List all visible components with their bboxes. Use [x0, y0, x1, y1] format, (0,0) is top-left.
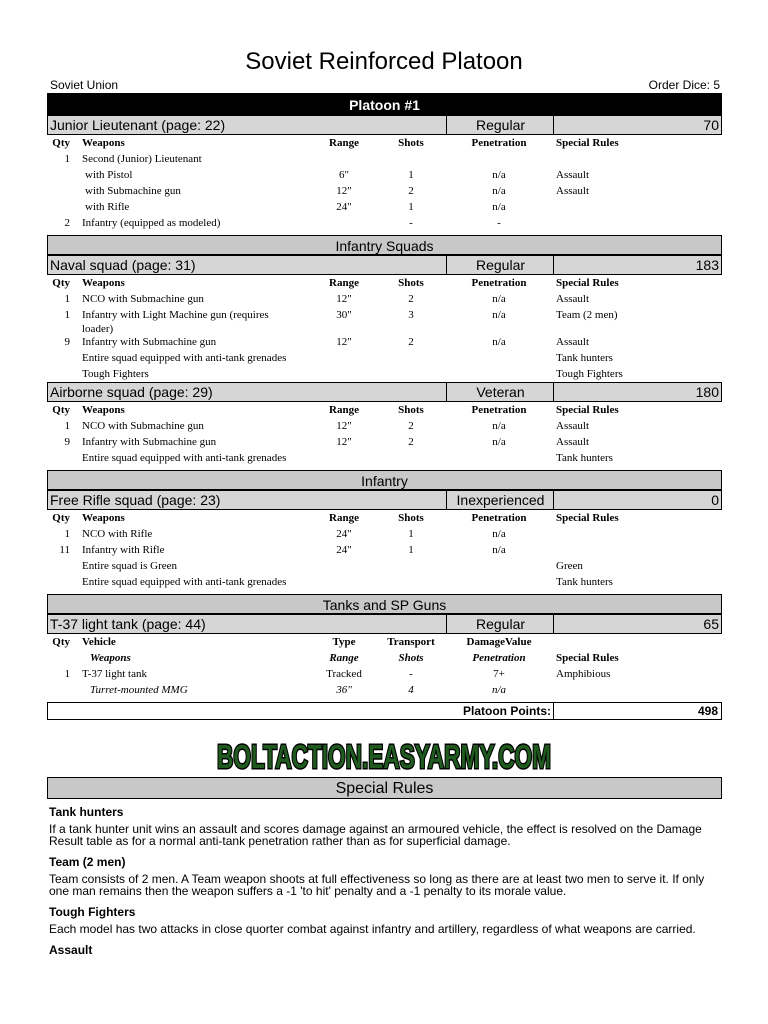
rule-text: Team consists of 2 men. A Team weapon shoots at full effectiveness so long as there are at least two men to serve it. If only one man remains then the weapon suffers a -1 'to hit' penalty and a -1 penalty to its morale value.: [49, 872, 705, 898]
row-shots: 1: [408, 169, 414, 181]
unit-header: [47, 614, 722, 634]
row-penetration: n/a: [492, 201, 506, 213]
rule-name: Tank hunters: [49, 805, 124, 819]
row-weapon: Infantry with Submachine gun: [82, 336, 217, 348]
damage-value-header: DamageValue: [466, 636, 532, 648]
unit-header: [47, 382, 722, 402]
unit-name: Airborne squad (page: 29): [50, 384, 213, 400]
row-shots: 2: [408, 293, 414, 305]
special-rules-header: Special Rules: [556, 404, 619, 416]
table-row: [47, 151, 722, 167]
row-rules: Assault: [556, 293, 589, 305]
army-sheet: [47, 93, 722, 720]
platoon-points-label: Platoon Points:: [463, 704, 551, 718]
shots-header: Shots: [398, 277, 424, 289]
table-row: [47, 334, 722, 350]
row-weapon: NCO with Submachine gun: [82, 293, 204, 305]
shots-header: Shots: [398, 404, 424, 416]
table-row: [47, 366, 722, 382]
row-penetration: n/a: [492, 336, 506, 348]
row-range: 12": [336, 293, 352, 305]
row-range: 12": [336, 436, 352, 448]
table-header: [47, 135, 722, 151]
unit-name: Naval squad (page: 31): [50, 257, 196, 273]
qty-header: Qty: [52, 512, 70, 524]
section-banner-tanks: Tanks and SP Guns: [47, 594, 722, 614]
table-row: [47, 526, 722, 542]
platoon-banner: Platoon #1: [47, 93, 722, 115]
table-row: [47, 558, 722, 574]
shots-header: Shots: [398, 512, 424, 524]
row-rules: Assault: [556, 420, 589, 432]
row-qty: 1: [64, 153, 70, 165]
table-row: [47, 666, 722, 682]
table-row: [47, 418, 722, 434]
weapons-header: Weapons: [90, 652, 131, 664]
unit-header: [47, 490, 722, 510]
boltaction-logo[interactable]: [215, 735, 553, 777]
section-banner-infantry-squads: Infantry Squads: [47, 235, 722, 255]
weapons-header: Weapons: [82, 137, 125, 149]
qty-header: Qty: [52, 137, 70, 149]
row-qty: 9: [64, 336, 70, 348]
row-penetration: n/a: [491, 684, 507, 696]
table-row: [47, 291, 722, 307]
row-weapon: Infantry with Light Machine gun (requires loader): [82, 309, 269, 335]
row-damage: 7+: [493, 668, 505, 680]
table-row: [47, 574, 722, 590]
special-rules-header: Special Rules: [556, 652, 619, 664]
row-qty: 1: [64, 668, 70, 680]
page-title: Soviet Reinforced Platoon: [245, 48, 523, 75]
row-rules: Tank hunters: [556, 452, 613, 464]
row-shots: 2: [408, 336, 414, 348]
platoon-points-value: 498: [553, 703, 721, 719]
row-range: 12": [336, 185, 352, 197]
row-qty: 11: [59, 544, 70, 556]
unit-rows: [47, 418, 722, 466]
table-row: [47, 199, 722, 215]
unit-rows: [47, 526, 722, 590]
row-penetration: n/a: [492, 169, 506, 181]
row-weapon: NCO with Rifle: [82, 528, 153, 540]
row-range: 12": [336, 336, 352, 348]
unit-experience: Inexperienced: [446, 491, 554, 509]
unit-points: 70: [553, 116, 721, 134]
row-range: 30": [336, 309, 352, 321]
unit-points: 183: [553, 256, 721, 274]
table-row: [47, 215, 722, 231]
row-penetration: n/a: [492, 293, 506, 305]
platoon-points-row: [47, 702, 722, 720]
range-header: Range: [329, 512, 359, 524]
shots-header: Shots: [398, 652, 424, 664]
penetration-header: Penetration: [472, 652, 526, 664]
unit-points: 65: [553, 615, 721, 633]
row-penetration: n/a: [492, 544, 506, 556]
table-header: [47, 510, 722, 526]
range-header: Range: [329, 652, 359, 664]
table-row: [47, 307, 722, 334]
unit-header: [47, 255, 722, 275]
row-rules: Tank hunters: [556, 576, 613, 588]
table-row: [47, 542, 722, 558]
unit-points: 180: [553, 383, 721, 401]
table-header: [47, 275, 722, 291]
row-transport: -: [409, 668, 413, 680]
row-penetration: n/a: [492, 420, 506, 432]
range-header: Range: [329, 137, 359, 149]
vehicle-header: Vehicle: [82, 636, 116, 648]
rule-text: If a tank hunter unit wins an assault and scores damage against an armoured vehicle, the effect is resolved on the Damage Result table as for a normal anti-tank penetration rather than as for superficial damage.: [49, 822, 702, 848]
qty-header: Qty: [52, 277, 70, 289]
rule-name: Assault: [49, 943, 93, 957]
logo-outline: BOLTACTION.EASYARMY.COM: [217, 738, 551, 775]
section-banner-infantry: Infantry: [47, 470, 722, 490]
row-qty: 9: [64, 436, 70, 448]
penetration-header: Penetration: [471, 277, 527, 289]
row-rules: Team (2 men): [556, 309, 618, 321]
order-dice: Order Dice: 5: [648, 78, 720, 92]
logo-fill: BOLTACTION.EASYARMY.COM: [217, 738, 551, 775]
shots-header: Shots: [398, 137, 424, 149]
row-shots: 2: [408, 185, 414, 197]
row-weapon: NCO with Submachine gun: [82, 420, 204, 432]
row-penetration: n/a: [492, 185, 506, 197]
rule-name: Team (2 men): [49, 855, 126, 869]
row-weapon: Entire squad is Green: [82, 560, 177, 572]
row-weapon: Entire squad equipped with anti-tank grenades: [82, 352, 287, 364]
row-shots: 1: [408, 528, 414, 540]
row-weapon: with Pistol: [85, 169, 133, 181]
row-rules: Assault: [556, 336, 589, 348]
row-weapon: Second (Junior) Lieutenant: [82, 153, 202, 165]
table-row: [47, 434, 722, 450]
weapons-header: Weapons: [82, 277, 125, 289]
qty-header: Qty: [52, 404, 70, 416]
unit-experience: Regular: [446, 116, 554, 134]
table-row: [47, 350, 722, 366]
row-shots: -: [409, 217, 413, 229]
row-qty: 1: [64, 293, 70, 305]
special-rules-header: Special Rules: [556, 137, 619, 149]
row-range: 24": [336, 544, 352, 556]
row-shots: 1: [408, 201, 414, 213]
special-rules-header: Special Rules: [556, 512, 619, 524]
row-qty: 1: [64, 309, 70, 321]
row-qty: 2: [64, 217, 70, 229]
unit-experience: Regular: [446, 256, 554, 274]
row-rules: Tank hunters: [556, 352, 613, 364]
row-qty: 1: [64, 420, 70, 432]
row-qty: 1: [64, 528, 70, 540]
table-row: [47, 682, 722, 698]
unit-points: 0: [553, 491, 721, 509]
weapons-header: Weapons: [82, 404, 125, 416]
row-shots: 4: [408, 684, 414, 696]
qty-header: Qty: [52, 636, 70, 648]
row-penetration: n/a: [492, 528, 506, 540]
row-shots: 1: [408, 544, 414, 556]
row-weapon: Turret-mounted MMG: [90, 684, 188, 696]
row-rules: Assault: [556, 169, 589, 181]
row-range: 24": [336, 201, 352, 213]
unit-rows: [47, 291, 722, 382]
special-rules-header: Special Rules: [556, 277, 619, 289]
unit-header: [47, 115, 722, 135]
row-vehicle: T-37 light tank: [82, 668, 147, 680]
row-rules: Assault: [556, 436, 589, 448]
row-shots: 3: [408, 309, 414, 321]
row-penetration: -: [497, 217, 501, 229]
transport-header: Transport: [387, 636, 435, 648]
unit-name: Free Rifle squad (page: 23): [50, 492, 221, 508]
row-weapon: Infantry with Submachine gun: [82, 436, 217, 448]
penetration-header: Penetration: [471, 137, 527, 149]
weapons-header: Weapons: [82, 512, 125, 524]
table-row: [47, 167, 722, 183]
row-weapon: with Rifle: [85, 201, 130, 213]
table-row: [47, 183, 722, 199]
row-weapon: Infantry (equipped as modeled): [82, 217, 221, 229]
table-header: [47, 402, 722, 418]
table-row: [47, 450, 722, 466]
row-weapon: with Submachine gun: [85, 185, 181, 197]
special-rules-banner: Special Rules: [47, 777, 722, 799]
rule-text: Each model has two attacks in close quorter combat against infantry and artillery, regardless of what weapons are carried.: [49, 922, 696, 936]
row-penetration: n/a: [492, 436, 506, 448]
row-rules: Tough Fighters: [556, 368, 623, 380]
row-weapon: Entire squad equipped with anti-tank grenades: [82, 576, 287, 588]
penetration-header: Penetration: [471, 404, 527, 416]
row-range: 12": [336, 420, 352, 432]
rule-name: Tough Fighters: [49, 905, 136, 919]
row-rules: Green: [556, 560, 583, 572]
range-header: Range: [329, 404, 359, 416]
special-rules-list: [49, 802, 719, 965]
row-weapon: Tough Fighters: [82, 368, 149, 380]
row-range: 6": [339, 169, 349, 181]
type-header: Type: [332, 636, 356, 648]
unit-name: T-37 light tank (page: 44): [50, 616, 206, 632]
row-type: Tracked: [326, 668, 362, 680]
vehicle-weapon-header: [47, 650, 722, 666]
row-weapon: Entire squad equipped with anti-tank grenades: [82, 452, 287, 464]
unit-name: Junior Lieutenant (page: 22): [50, 117, 226, 133]
row-rules: Assault: [556, 185, 589, 197]
row-rules: Amphibious: [556, 668, 611, 680]
row-range: 24": [336, 528, 352, 540]
row-shots: 2: [408, 420, 414, 432]
row-shots: 2: [408, 436, 414, 448]
row-range: 36": [336, 684, 352, 696]
unit-experience: Regular: [446, 615, 554, 633]
row-penetration: n/a: [492, 309, 506, 321]
unit-rows: [47, 151, 722, 231]
vehicle-table-header: [47, 634, 722, 650]
unit-experience: Veteran: [446, 383, 554, 401]
range-header: Range: [329, 277, 359, 289]
row-weapon: Infantry with Rifle: [82, 544, 165, 556]
army-country: Soviet Union: [50, 78, 119, 92]
penetration-header: Penetration: [471, 512, 527, 524]
